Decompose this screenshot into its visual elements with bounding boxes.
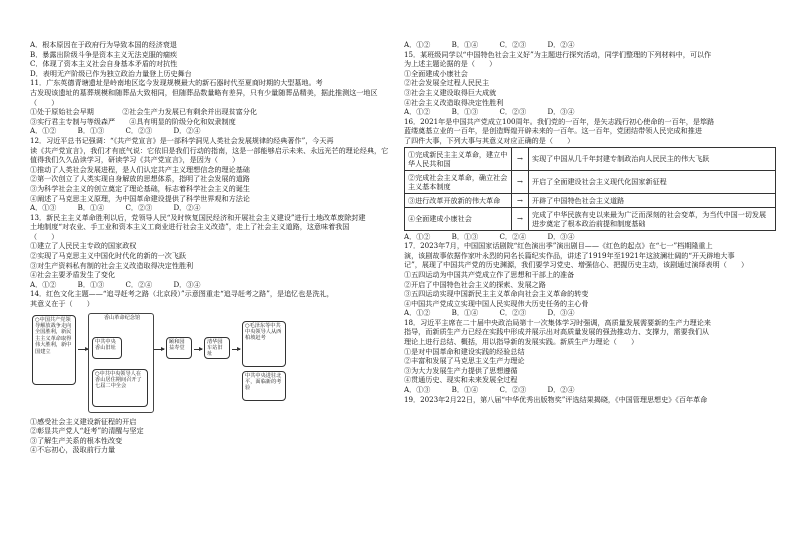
question-16-stem: 了四件大事，下列大事与其意义对应正确的是（ ）	[404, 135, 575, 145]
option-line: ①全面建成小康社会	[404, 68, 468, 78]
question-18-stem: 18．习近平主席在二十届中央政治局第十一次集体学习时强调，高质量发展需要新的生产力理论来	[404, 317, 711, 327]
question-13-stem: 13．新民主主义革命胜利以后，党领导人民“及时恢复国民经济和开展社会主义建设”进行土地改革废除封建	[30, 212, 366, 222]
events-meaning-table	[404, 147, 776, 231]
arrow-icon: →	[512, 147, 529, 170]
option-line: ①处于原始社会早期 ②社会生产力发展已有剩余并出现贫富分化	[30, 107, 257, 117]
option-line: ③为大力发展生产力提供了思想遵循	[404, 365, 518, 375]
question-12-stem: 读《共产党宣言》，我们才有底气说：它依旧是我们行动的指南，这是一部能够启示未来、永远光芒的理论经典，它	[30, 145, 389, 155]
route-box-enter-beiping: 中共中央进驻北平，面临新的考验	[242, 371, 286, 401]
question-15-stem: 为上述主题论据的是（ ）	[404, 59, 497, 69]
route-box-victory: ○中国共产党领导解放战争走向全国胜利，新民主主义革命取得伟大胜利，新中国建立	[32, 315, 76, 385]
arrow-icon: →	[512, 193, 529, 207]
answer-choices: A．①② B．①④ C．②③ D．②④	[404, 40, 575, 49]
question-17-stem: 记”，展现了中国共产党的历史渊源，我们要学习党史、增强信心、把握历史主动，该剧通过演绎表明（ ）	[404, 260, 749, 270]
route-box-xiangshan-site: 中共中央香山旧址	[92, 337, 122, 359]
arrow-icon: →	[512, 207, 529, 230]
route-arrow	[78, 349, 88, 350]
table-cell-meaning: 实现了中国从几千年封建专制政治向人民民主的伟大飞跃	[529, 147, 776, 170]
table-cell-event: ①完成新民主主义革命，建立中华人民共和国	[405, 147, 512, 170]
table-row	[405, 170, 776, 193]
table-cell-event: ②完成社会主义革命，确立社会主义基本制度	[405, 170, 512, 193]
question-16-stem: 16．2021年是中国共产党成立100周年。我们党的一百年，是矢志践行初心使命的一百年，是筚路	[404, 116, 715, 126]
table-cell-event: ③进行改革开放新的伟大革命	[405, 193, 512, 207]
option-line: ①五四运动为中国共产党成立作了思想和干部上的准备	[404, 269, 575, 279]
option-line: A．根本原因在于政府行为导致本国的经济衰退	[30, 40, 177, 49]
route-label-xiangshan-museum: 香山革命纪念馆	[103, 314, 141, 321]
question-16-stem: 蓝缕奠基立业的一百年，是创造辉煌开辟未来的一百年。这一百年，党团结带领人民完成和推进	[404, 126, 702, 136]
option-line: ③五四运动实现中国新民主主义革命向社会主义革命的转变	[404, 289, 589, 299]
option-line: ①感受社会主义建设新征程的开启	[30, 416, 137, 426]
option-line: ②丰富和发展了马克思主义生产力理论	[404, 356, 525, 366]
option-line: ③对生产资料私有制的社会主义改造取得决定性胜利	[30, 260, 194, 270]
question-14-stem: 14．红色文化主题——“追寻赶考之路（北京段）”示意图重走“追寻赶考之路”，是追忆也是洗礼，	[30, 289, 334, 299]
option-line: ④社会主义改造取得决定性胜利	[404, 97, 504, 107]
table-row	[405, 193, 776, 207]
question-11-stem: 11．广东英德青塘遗址是岭南地区迄今发现规模最大的新石器时代至夏商时期的大型墓地。考	[30, 78, 323, 88]
question-17-stem: 17．2023年7月，中国国家话剧院“红色演出季”演出剧目——《红色的起点》在“七一”档期隆重上	[404, 241, 713, 251]
option-line: ③为科学社会主义的创立奠定了理论基础，标志着科学社会主义的诞生	[30, 183, 250, 193]
option-line: C．体现了资本主义社会自身基本矛盾的对抗性	[30, 59, 178, 69]
question-17-stem: 演，该剧故事依据作家叶永烈的同名长篇纪实作品，讲述了1919年至1921年这波澜壮阔的“开天辟地大事	[404, 250, 735, 260]
question-18-stem: 指导，而新质生产力已经在实践中形成并展示出对高质量发展的强劲推动力、支撑力，需要我们从	[404, 327, 710, 337]
table-cell-event: ④全面建成小康社会	[405, 207, 512, 230]
option-line: ②实现了马克思主义中国化时代化的新的一次飞跃	[30, 251, 187, 261]
option-line: ④阐述了马克思主义原理，为中国革命建设提供了科学世界观和方法论	[30, 193, 250, 203]
option-line: ①建立了人民民主专政的国家政权	[30, 241, 137, 251]
route-diagram	[30, 311, 396, 415]
question-15-stem: 15．某班级同学以“中国特色社会主义好”为主题进行探究活动，同学们整理的下列材料中，可以作	[404, 49, 712, 59]
route-arrow	[232, 349, 240, 350]
table-cell-meaning: 完成了中华民族有史以来最为广泛而深刻的社会变革，为当代中国一切发展进步奠定了根本政治前提和制度基础	[529, 207, 776, 230]
option-line: ④贯通历史、现实和未来发展全过程	[404, 375, 518, 385]
question-18-stem: 理论上进行总结、概括，用以指导新的发展实践。新质生产力理论（ ）	[404, 337, 639, 347]
question-14-stem: 其意义在于（ ）	[30, 299, 94, 309]
answer-choices: A．①② B．①③ C．②④ D．③④	[30, 279, 201, 289]
option-line: ④社会主要矛盾发生了变化	[30, 270, 116, 280]
answer-choices: A．①② B．①③ C．②③ D．③④	[404, 107, 575, 117]
option-line: B．暴露出阶级斗争是资本主义无法克服的痼疾	[30, 49, 178, 59]
question-12-stem: 值得我们久久品读学习，研读学习《共产党宣言》，是因为（ ）	[30, 155, 240, 165]
option-line: ①推动了人类社会发展进程，是人们认定共产主义理想信念的理论基础	[30, 164, 250, 174]
option-line: ④不忘初心，汲取前行力量	[30, 445, 116, 455]
right-column	[404, 40, 776, 404]
question-13-stem: 土地制度“对农业、手工业和资本主义工商业进行社会主义改造”，走上了社会主义道路，这意味着我国	[30, 222, 350, 232]
option-line: ②开启了中国特色社会主义的探索、发展之路	[404, 279, 546, 289]
answer-choices: A．①② B．①③ C．②④ D．③④	[404, 231, 575, 241]
route-box-leaders: ○毛泽东等中共中央领导人从西柏坡赶考	[242, 321, 286, 367]
route-arrow	[154, 349, 164, 350]
question-12-stem: 12．习近平总书记强调：“《共产党宣言》是一部科学洞见人类社会发展规律的经典著作”，今天再	[30, 135, 334, 145]
option-line: ④中国共产党成立实现中国人民实现伟大历史任务的主心骨	[404, 298, 589, 308]
option-line: ③社会主义建设取得巨大成就	[404, 87, 497, 97]
option-line: ②社会发展全过程人民民主	[404, 78, 490, 88]
option-line: ①是对中国革命和建设实践的经验总结	[404, 346, 525, 356]
arrow-icon: →	[512, 170, 529, 193]
option-line: ②第一次创立了人类实现自身解放的思想体系，指明了社会发展的道路	[30, 174, 250, 184]
answer-choices: A．①③ B．①④ C．②③ D．②④	[30, 203, 201, 213]
answer-choices: A．①② B．①③ C．②③ D．②④	[30, 126, 201, 136]
route-box-second-plenum: ○中共中央领导人在香山居住期间召开了七届二中全会	[92, 369, 148, 407]
option-line: ③了解生产关系的根本性改变	[30, 435, 123, 445]
answer-choices: A．①③ B．①④ C．②③ D．②④	[404, 385, 575, 395]
table-cell-meaning: 开启了全面建设社会主义现代化国家新征程	[529, 170, 776, 193]
table-row	[405, 207, 776, 230]
question-11-stem: 古发现该遗址的墓葬规模和随葬品大致相同，但随葬品数量略有差异，只有少量随葬品精美，据此推测这一地区	[30, 87, 378, 97]
left-column	[30, 40, 396, 455]
option-line: ③实行君主专制与等级森严 ④具有明显的阶级分化和奴隶制度	[30, 116, 236, 126]
option-line: ②彰显共产党人“赶考”的清醒与坚定	[30, 426, 144, 436]
question-13-stem: （ ）	[30, 231, 59, 241]
route-box-yishoutang: 颐和园益寿堂	[166, 337, 192, 359]
question-19-stem: 19．2023年2月22日，第八届“中华优秀出版物奖”评选结果揭晓，《中国管理思想史》《百年革命	[404, 394, 708, 404]
route-box-tsinghua-station: 清华园车站旧址	[204, 337, 230, 359]
option-line: D．表明无产阶级已作为独立政治力量登上历史舞台	[30, 68, 192, 78]
route-arrow	[194, 349, 202, 350]
table-row	[405, 147, 776, 170]
question-11-stem: （ ）	[30, 97, 59, 107]
answer-choices: A．①② B．①④ C．②③ D．③④	[404, 308, 575, 318]
table-cell-meaning: 开辟了中国特色社会主义道路	[529, 193, 776, 207]
